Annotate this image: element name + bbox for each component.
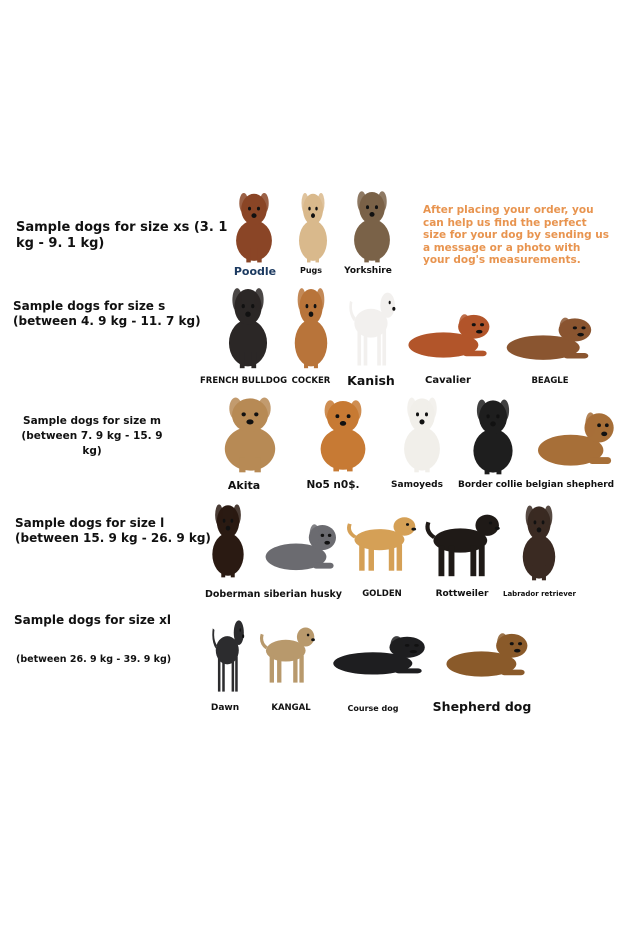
dog-label-kangal: KANGAL bbox=[271, 703, 311, 713]
dog-label-french-bulldog: FRENCH BULLDOG bbox=[200, 376, 288, 386]
dog-label-samoyeds: Samoyeds bbox=[391, 480, 443, 490]
akita-photo bbox=[205, 390, 295, 474]
size-xl-range: (between 26. 9 kg - 39. 9 kg) bbox=[16, 654, 172, 665]
dog-label-golden: GOLDEN bbox=[362, 589, 402, 599]
size-s-label: Sample dogs for size s (between 4. 9 kg - 11. 7 kg) bbox=[13, 299, 201, 328]
size-xs-label: Sample dogs for size xs (3. 1 kg - 9. 1 kg) bbox=[16, 220, 228, 251]
dog-label-rottweiler: Rottweiler bbox=[435, 589, 489, 599]
samoyed-photo bbox=[390, 390, 454, 474]
dog-label-poodle: Poodle bbox=[233, 265, 277, 278]
doberman-photo bbox=[200, 497, 256, 579]
dog-label-cavalier: Cavalier bbox=[425, 375, 471, 386]
labrador-photo bbox=[510, 498, 568, 582]
dog-label-doberman-husky: Doberman siberian husky bbox=[205, 589, 342, 600]
cocker-photo bbox=[282, 280, 340, 370]
kanish-photo bbox=[346, 280, 398, 370]
dog-label-kanish: Kanish bbox=[347, 373, 395, 388]
poodle-photo bbox=[222, 186, 286, 264]
size-xl-label: Sample dogs for size xl bbox=[14, 613, 171, 627]
dog-label-border-collie-belgian-shepherd: Border collie belgian shepherd bbox=[458, 480, 615, 490]
dog-label-dawn: Dawn bbox=[210, 703, 240, 713]
sizing-help-note: After placing your order, you can help us find the perfect size for your dog by sending us a message or a photo with your dog's measurements. bbox=[423, 204, 609, 266]
shepherd-photo bbox=[440, 615, 532, 685]
course-dog-photo bbox=[326, 620, 430, 682]
dog-label-course-dog: Course dog bbox=[347, 704, 399, 713]
dog-label-pugs: Pugs bbox=[299, 266, 323, 275]
dog-label-cocker: COCKER bbox=[291, 376, 331, 386]
size-l-label: Sample dogs for size l (between 15. 9 kg - 26. 9 kg) bbox=[15, 516, 211, 545]
dog-label-chow: No5 n0$. bbox=[306, 479, 360, 491]
beagle-photo bbox=[500, 300, 596, 368]
size-m-label: Sample dogs for size m (between 7. 9 kg - 15. 9 kg) bbox=[21, 415, 163, 457]
belgian-shepherd-photo bbox=[532, 390, 618, 476]
dog-label-akita: Akita bbox=[227, 479, 261, 492]
pug-photo bbox=[288, 186, 338, 264]
kangal-photo bbox=[256, 618, 318, 686]
dog-label-beagle: BEAGLE bbox=[531, 376, 569, 386]
cavalier-photo bbox=[402, 296, 494, 366]
dog-label-yorkshire: Yorkshire bbox=[344, 266, 392, 276]
chow-photo bbox=[303, 393, 383, 473]
husky-photo bbox=[260, 505, 340, 579]
dawn-photo bbox=[210, 608, 246, 696]
yorkshire-photo bbox=[340, 184, 404, 264]
rottweiler-photo bbox=[420, 504, 504, 580]
border-collie-photo bbox=[458, 392, 528, 476]
french-bulldog-photo bbox=[214, 280, 282, 370]
dog-label-shepherd-dog: Shepherd dog bbox=[432, 699, 532, 714]
golden-photo bbox=[342, 508, 420, 574]
dog-label-labrador: Labrador retriever bbox=[503, 590, 576, 598]
